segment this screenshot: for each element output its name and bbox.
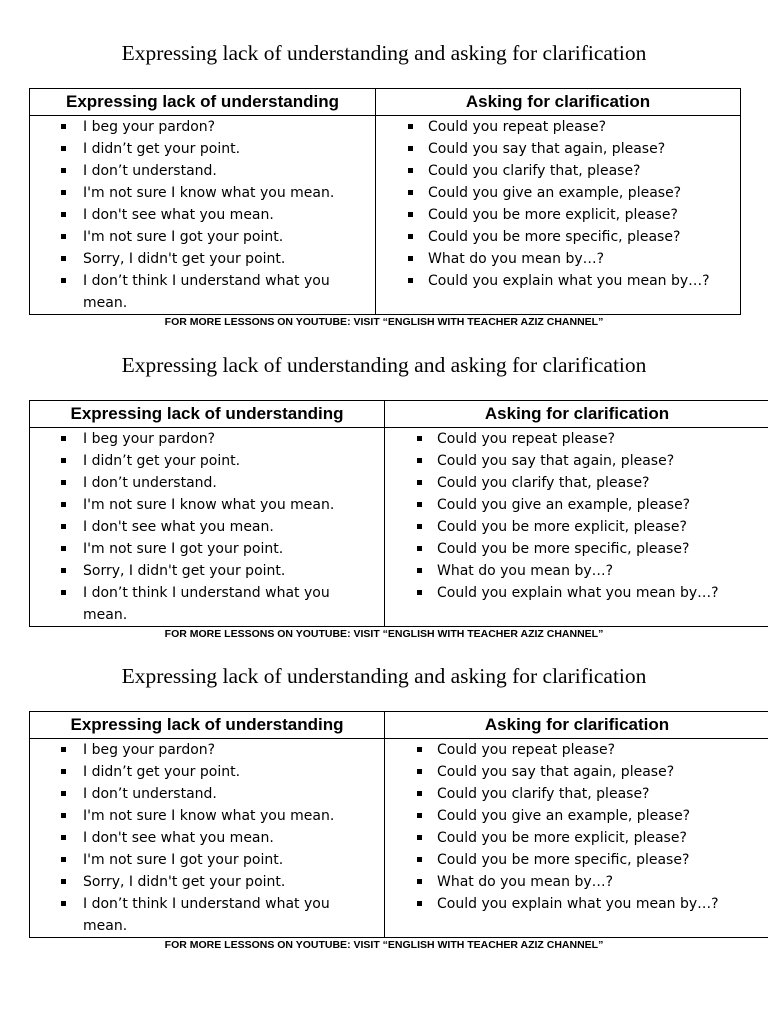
list-item: Could you be more explicit, please? [385,516,768,538]
list-item: I beg your pardon? [30,116,375,138]
list-item: I don't see what you mean. [30,204,375,226]
worksheet-title: Expressing lack of understanding and asking for clarification [121,664,647,688]
list-item: I don’t understand. [30,783,384,805]
understanding-cell [30,116,376,315]
footer-note: FOR MORE LESSONS ON YOUTUBE: VISIT “ENGLISH WITH TEACHER AZIZ CHANNEL” [164,628,604,640]
clarification-phrase-list [385,739,768,915]
footer-note: FOR MORE LESSONS ON YOUTUBE: VISIT “ENGLISH WITH TEACHER AZIZ CHANNEL” [164,939,604,951]
list-item: Sorry, I didn't get your point. [30,871,384,893]
list-item: Could you say that again, please? [385,450,768,472]
column-header-clarification: Asking for clarification [385,401,768,428]
list-item: Could you repeat please? [376,116,740,138]
list-item: Could you be more specific, please? [385,538,768,560]
clarification-phrase-list [385,428,768,604]
column-header-understanding: Expressing lack of understanding [30,401,385,428]
list-item: Sorry, I didn't get your point. [30,560,384,582]
understanding-phrase-list [30,428,384,626]
list-item: I didn’t get your point. [30,450,384,472]
list-item: Could you be more specific, please? [385,849,768,871]
list-item: Could you be more explicit, please? [385,827,768,849]
list-item: Could you clarify that, please? [385,472,768,494]
column-header-clarification: Asking for clarification [385,712,768,739]
phrases-table [29,711,768,938]
understanding-phrase-list [30,739,384,937]
phrases-table [29,400,768,627]
list-item: I'm not sure I know what you mean. [30,494,384,516]
list-item: Could you clarify that, please? [385,783,768,805]
list-item: I don’t understand. [30,472,384,494]
worksheet-title: Expressing lack of understanding and asking for clarification [121,353,647,377]
list-item: Could you say that again, please? [376,138,740,160]
column-header-understanding: Expressing lack of understanding [30,89,376,116]
list-item: Could you give an example, please? [376,182,740,204]
list-item: Could you explain what you mean by…? [376,270,740,292]
list-item: I didn’t get your point. [30,761,384,783]
list-item: Could you say that again, please? [385,761,768,783]
list-item: Could you be more specific, please? [376,226,740,248]
list-item: Could you repeat please? [385,428,768,450]
clarification-phrase-list [376,116,740,292]
list-item: I'm not sure I got your point. [30,538,384,560]
list-item: Sorry, I didn't get your point. [30,248,375,270]
list-item: I beg your pardon? [30,428,384,450]
list-item: I didn’t get your point. [30,138,375,160]
list-item: I'm not sure I know what you mean. [30,182,375,204]
list-item: Could you explain what you mean by…? [385,582,768,604]
understanding-cell [30,739,385,938]
understanding-cell [30,428,385,627]
list-item: I don't see what you mean. [30,827,384,849]
list-item: What do you mean by…? [385,871,768,893]
list-item: Could you clarify that, please? [376,160,740,182]
list-item: I don't see what you mean. [30,516,384,538]
list-item: Could you be more explicit, please? [376,204,740,226]
phrases-table [29,88,741,315]
list-item: I beg your pardon? [30,739,384,761]
clarification-cell [376,116,741,315]
list-item: I don’t understand. [30,160,375,182]
list-item: I'm not sure I got your point. [30,849,384,871]
column-header-understanding: Expressing lack of understanding [30,712,385,739]
list-item: Could you repeat please? [385,739,768,761]
list-item: Could you give an example, please? [385,805,768,827]
list-item: I don’t think I understand what you mean. [30,893,384,937]
worksheet-title: Expressing lack of understanding and asking for clarification [121,41,647,65]
list-item: What do you mean by…? [376,248,740,270]
clarification-cell [385,739,768,938]
list-item: I don’t think I understand what you mean. [30,270,375,314]
column-header-clarification: Asking for clarification [376,89,741,116]
list-item: I don’t think I understand what you mean. [30,582,384,626]
clarification-cell [385,428,768,627]
list-item: Could you give an example, please? [385,494,768,516]
footer-note: FOR MORE LESSONS ON YOUTUBE: VISIT “ENGLISH WITH TEACHER AZIZ CHANNEL” [164,316,604,328]
list-item: I'm not sure I got your point. [30,226,375,248]
understanding-phrase-list [30,116,375,314]
list-item: What do you mean by…? [385,560,768,582]
list-item: I'm not sure I know what you mean. [30,805,384,827]
list-item: Could you explain what you mean by…? [385,893,768,915]
